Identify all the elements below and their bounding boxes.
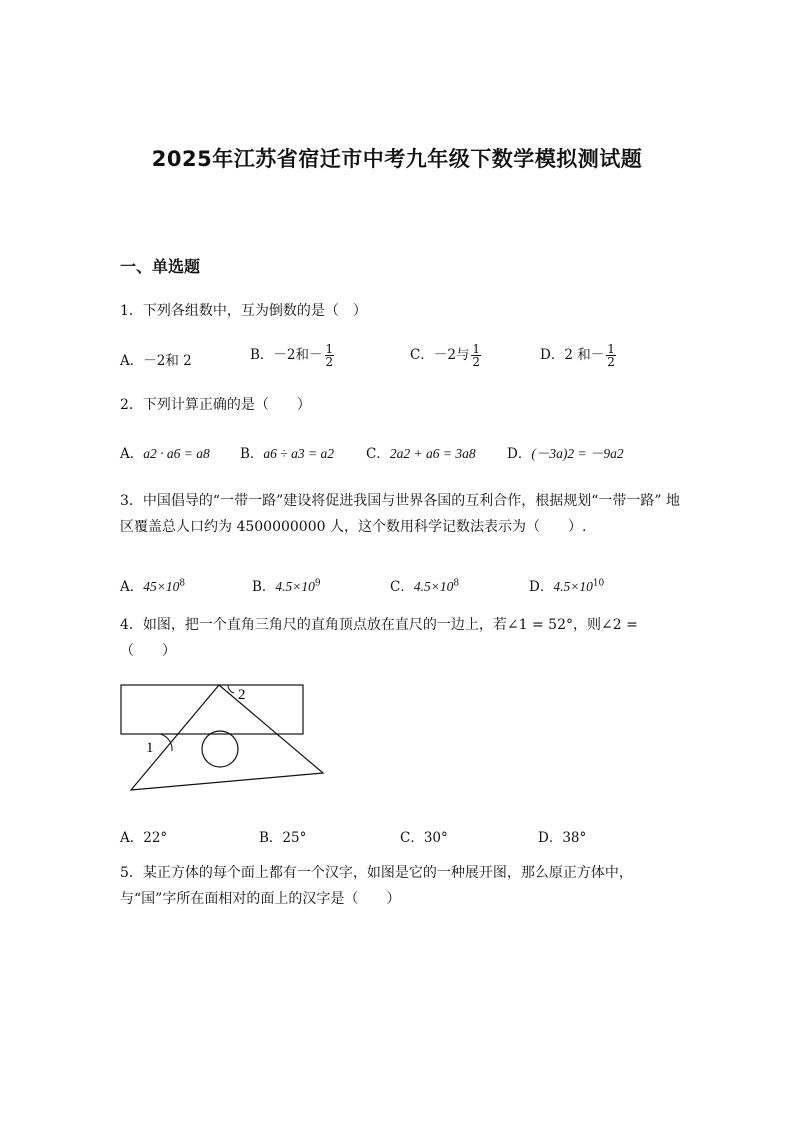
option-label: C． xyxy=(390,579,414,595)
q3-option-c-base: 4.5×10 xyxy=(413,579,454,594)
question-5-stem: 5．某正方体的每个面上都有一个汉字，如图是它的一种展开图，那么原正方体中，与“国”字所在面相对的面上的汉字是（ ） xyxy=(120,865,633,907)
q1-option-d-sign: － xyxy=(590,347,605,363)
set-square-hole xyxy=(202,731,238,767)
q1-option-c-text: C．－2与 xyxy=(410,347,470,363)
fraction-denominator: 2 xyxy=(325,355,334,369)
q2-option-c xyxy=(366,442,476,462)
section-heading: 一、单选题 xyxy=(120,257,201,276)
q3-option-d xyxy=(529,575,604,595)
q2-option-a xyxy=(120,442,210,462)
page-title: 2025年江苏省宿迁市中考九年级下数学模拟测试题 xyxy=(151,147,643,171)
question-1-stem: 1．下列各组数中，互为倒数的是（ ） xyxy=(120,303,367,319)
q3-option-b-exponent: 9 xyxy=(314,578,321,589)
option-label: B． xyxy=(240,446,264,462)
question-4-stem: 4．如图，把一个直角三角尺的直角顶点放在直尺的一边上，若∠1 = 52°，则∠2 =（ ） xyxy=(120,617,638,659)
fraction-numerator: 1 xyxy=(325,342,334,356)
q1-option-c-fraction xyxy=(471,343,481,368)
fraction-denominator: 2 xyxy=(472,355,481,369)
q1-option-b-text: B．－2和 xyxy=(250,347,310,363)
q2-option-d-expression: (－3a)2 = －9a2 xyxy=(531,446,624,461)
q3-option-d-exponent: 10 xyxy=(592,578,605,589)
q3-option-a-exponent: 8 xyxy=(179,578,186,589)
angle-2-label: 2 xyxy=(238,687,246,703)
q2-option-c-expression: 2a2 + a6 = 3a8 xyxy=(389,446,476,461)
q2-option-b-expression: a6 ÷ a3 = a2 xyxy=(263,446,334,461)
set-square-triangle xyxy=(131,685,323,790)
q1-option-b xyxy=(250,343,334,368)
q3-option-d-base: 4.5×10 xyxy=(553,579,593,594)
option-label: C． xyxy=(366,446,390,462)
q2-option-b xyxy=(240,442,334,462)
q4-option-b: B．25° xyxy=(259,830,307,846)
q1-option-d-fraction xyxy=(606,343,616,368)
q1-option-d-text: D．2 和 xyxy=(540,347,591,363)
ruler-rectangle xyxy=(121,685,303,734)
option-label: D． xyxy=(507,446,532,462)
q3-option-a-base: 45×10 xyxy=(143,579,180,594)
q1-option-a: A．－2和 2 xyxy=(120,353,192,369)
question-2-stem: 2．下列计算正确的是（ ） xyxy=(120,397,311,413)
q3-option-a xyxy=(120,575,185,595)
q1-option-b-fraction xyxy=(325,343,335,368)
q4-option-c: C．30° xyxy=(400,830,448,846)
q3-option-b xyxy=(252,575,321,595)
q1-option-c xyxy=(410,343,481,368)
q4-option-d: D．38° xyxy=(538,830,587,846)
q2-option-a-expression: a2 · a6 = a8 xyxy=(143,446,210,461)
angle-2-arc xyxy=(228,685,234,693)
fraction-denominator: 2 xyxy=(607,355,615,369)
option-label: D． xyxy=(529,579,554,595)
q3-option-c-exponent: 8 xyxy=(453,578,460,589)
q3-option-b-base: 4.5×10 xyxy=(275,579,315,594)
q3-option-c xyxy=(390,575,459,595)
q1-option-d xyxy=(540,343,616,368)
q2-option-d xyxy=(507,442,624,462)
option-label: B． xyxy=(252,579,276,595)
fraction-numerator: 1 xyxy=(607,342,615,356)
q1-option-b-sign: － xyxy=(309,347,323,363)
option-label: A． xyxy=(120,579,144,595)
fraction-numerator: 1 xyxy=(472,342,481,356)
question-3-stem: 3．中国倡导的“一带一路”建设将促进我国与世界各国的互利合作，根据规划“一带一路” 地区覆盖总人口约为 4500000000 人，这个数用科学记数法表示为（ ）. xyxy=(120,493,680,535)
angle-1-label: 1 xyxy=(146,740,154,756)
ruler-triangle-figure xyxy=(110,675,340,800)
option-label: A． xyxy=(120,446,144,462)
q4-option-a: A．22° xyxy=(120,830,168,846)
